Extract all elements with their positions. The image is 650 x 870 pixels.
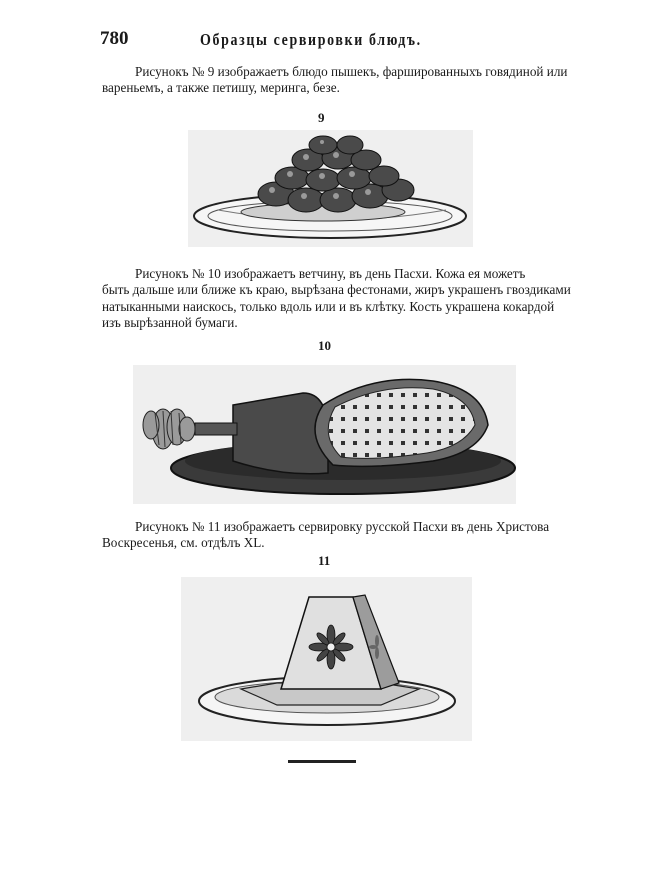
figure-10-caption — [102, 266, 590, 332]
figure-10-illustration — [133, 365, 516, 504]
caption-line: натыканными наискось, только вдоль или и въ клѣтку. Кость украшена кокардой — [102, 298, 555, 314]
figure-11-number: 11 — [318, 553, 331, 568]
figure-9-caption — [102, 64, 590, 97]
running-head-title: Образцы сервировки блюдъ. — [200, 30, 422, 49]
figure-11-caption — [102, 519, 590, 552]
caption-line: Рисунокъ № 10 изображаетъ ветчину, въ день Пасхи. Кожа ея можетъ — [135, 266, 526, 281]
caption-line: быть дальше или ближе къ краю, вырѣзана фестонами, жиръ украшенъ гвоздиками — [102, 282, 571, 298]
figure-10-number: 10 — [318, 338, 331, 353]
figure-9-number: 9 — [318, 110, 325, 125]
caption-line: Воскресенья, см. отдѣлъ XL. — [102, 535, 265, 551]
caption-line: вареньемъ, а также петишу, меринга, безе. — [102, 80, 340, 96]
figure-9-illustration — [188, 130, 473, 247]
figure-11-illustration — [181, 577, 472, 741]
caption-line: изъ вырѣзанной бумаги. — [102, 315, 238, 331]
caption-line: Рисунокъ № 11 изображаетъ сервировку русской Пасхи въ день Христова — [135, 519, 550, 534]
caption-line: Рисунокъ № 9 изображаетъ блюдо пышекъ, фаршированныхъ говядиной или — [135, 64, 568, 79]
page-number: 780 — [100, 28, 129, 49]
closing-rule — [288, 760, 356, 763]
